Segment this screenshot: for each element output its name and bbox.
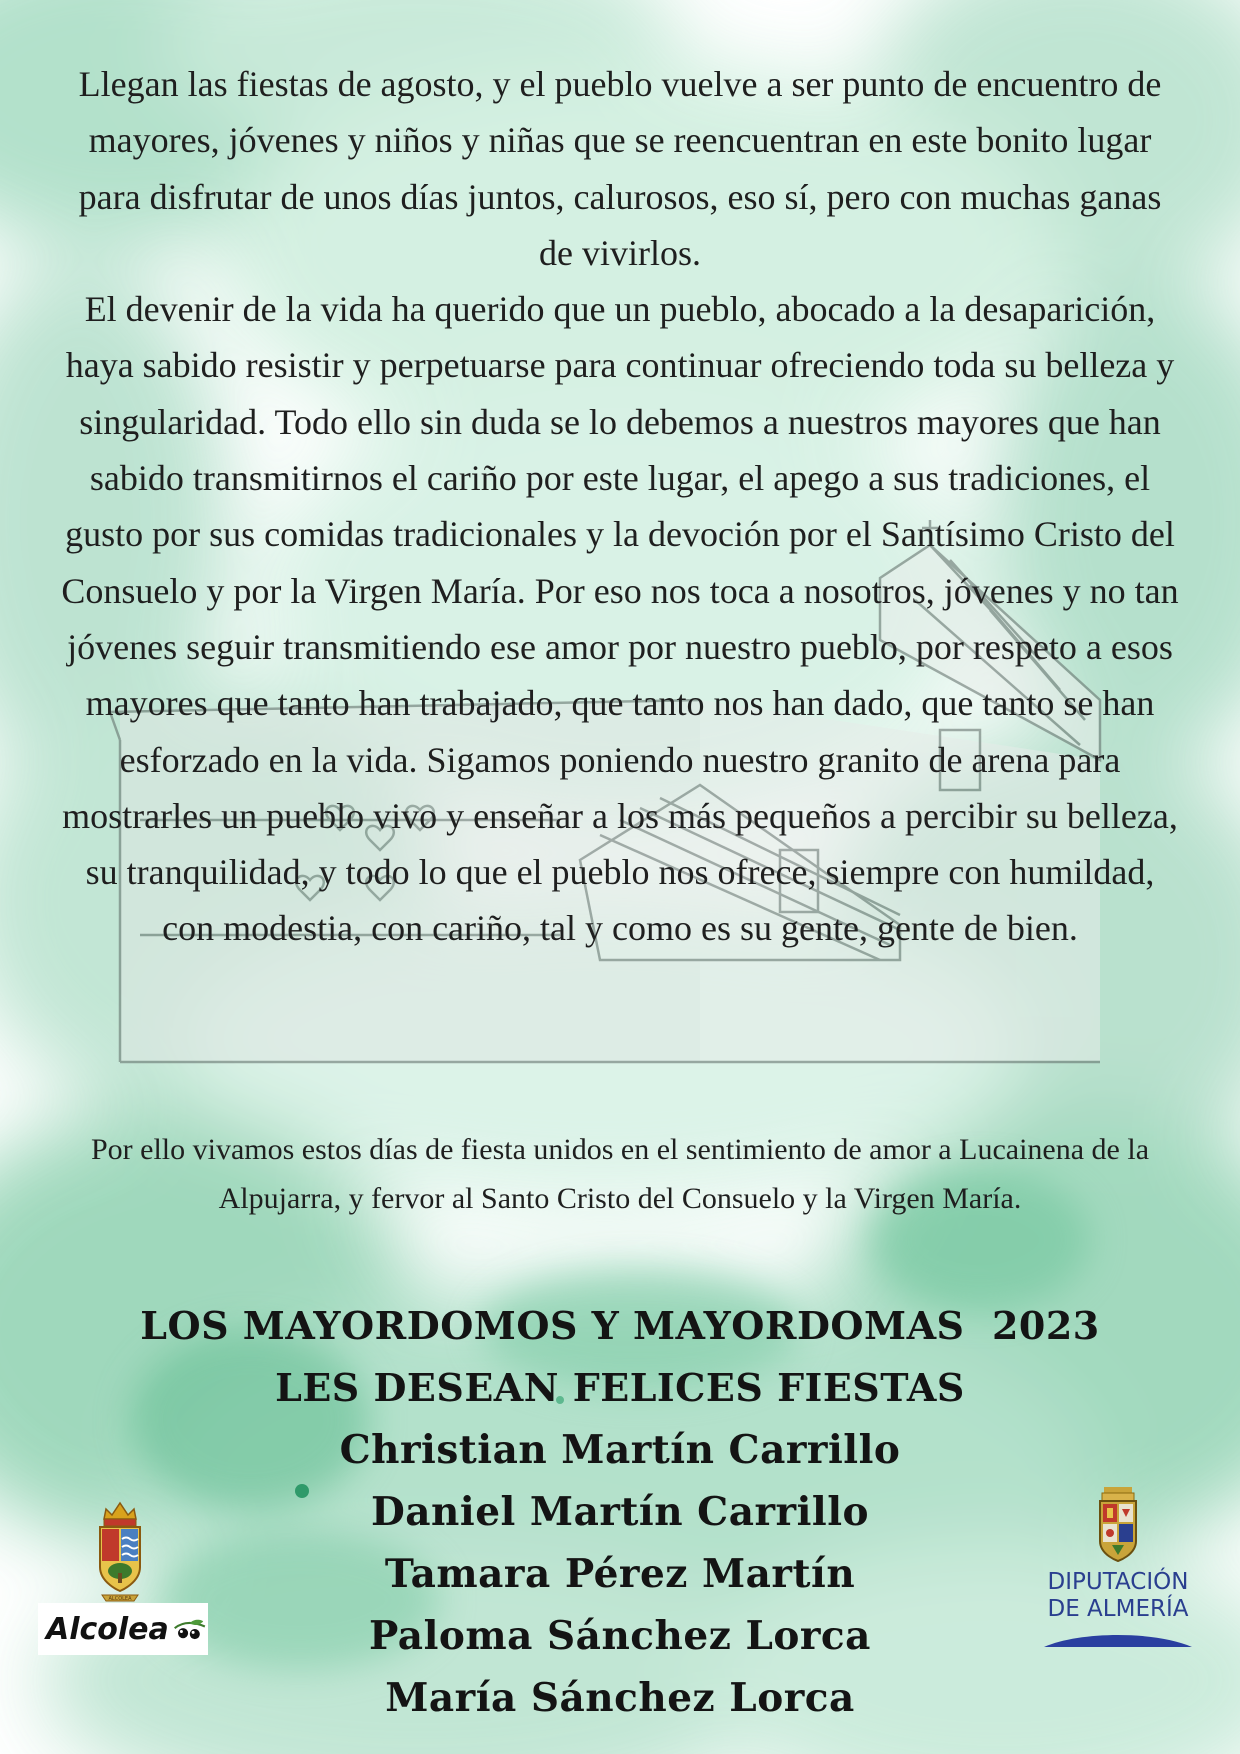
alcolea-wordmark: Alcolea — [46, 1611, 169, 1647]
name-item: María Sánchez Lorca — [385, 1675, 855, 1721]
diputacion-logo — [1030, 1485, 1220, 1660]
paragraph-main: El devenir de la vida ha querido que un pueblo, abocado a la desaparición, haya sabido resistir y perpetuarse para continuar ofreciendo toda su belleza y singularidad. Todo ello sin duda se lo debemos a nuestros mayores que han sabido transmitirnos el cariño por este lugar, el apego a sus tradiciones, el gusto por sus comidas tradicionales y la devoción por el Santísimo Cristo del Consuelo y por la Virgen María. Por eso nos toca a nosotros, jóvenes y no tan jóvenes seguir transmitiendo ese amor por nuestro pueblo, por respeto a esos mayores que tanto han trabajado, que tanto nos han dado, que tanto se han esforzado en la vida. Sigamos poniendo nuestro granito de arena para mostrarles un pueblo vivo y enseñar a los más pequeños a percibir su belleza, su tranquilidad, y todo lo que el pueblo nos ofrece, siempre con humildad, con modestia, con cariño, tal y como es su gente, gente de bien. — [61, 289, 1179, 949]
diputacion-wordmark — [1030, 1569, 1206, 1653]
paragraph-closing: Por ello vivamos estos días de fiesta unidos en el sentimiento de amor a Lucainena de la Alpujarra, y fervor al Santo Cristo del Consuelo y la Virgen María. — [90, 1133, 1150, 1215]
name-list — [120, 1419, 1120, 1729]
closing-text — [60, 1125, 1180, 1223]
alcolea-badge — [38, 1603, 208, 1655]
olive-branch-icon — [173, 1614, 208, 1644]
name-item: Paloma Sánchez Lorca — [369, 1613, 871, 1659]
coat-of-arms-icon — [1030, 1485, 1206, 1567]
blue-swoosh — [1030, 1629, 1206, 1653]
alcolea-logo — [36, 1495, 212, 1665]
paragraph-intro: Llegan las fiestas de agosto, y el pueblo vuelve a ser punto de encuentro de mayores, jóvenes y niños y niñas que se reencuentran en este bonito lugar para disfrutar de unos días juntos, calurosos, eso sí, pero con muchas ganas de vivirlos. — [78, 64, 1162, 273]
diputacion-line-1: DIPUTACIÓN — [1047, 1569, 1189, 1595]
signature-block — [120, 1295, 1120, 1729]
alcolea-crest-icon — [36, 1495, 212, 1605]
body-text — [60, 56, 1180, 957]
signature-line-1: LOS MAYORDOMOS Y MAYORDOMAS 2023 — [140, 1303, 1100, 1348]
diputacion-line-2: DE ALMERÍA — [1047, 1596, 1189, 1622]
name-item: Daniel Martín Carrillo — [370, 1489, 870, 1535]
signature-line-2: LES DESEAN FELICES FIESTAS — [275, 1365, 965, 1410]
svg-text:ALCOLEA: ALCOLEA — [108, 1596, 132, 1602]
name-item: Christian Martín Carrillo — [339, 1427, 901, 1473]
name-item: Tamara Pérez Martín — [384, 1551, 856, 1597]
